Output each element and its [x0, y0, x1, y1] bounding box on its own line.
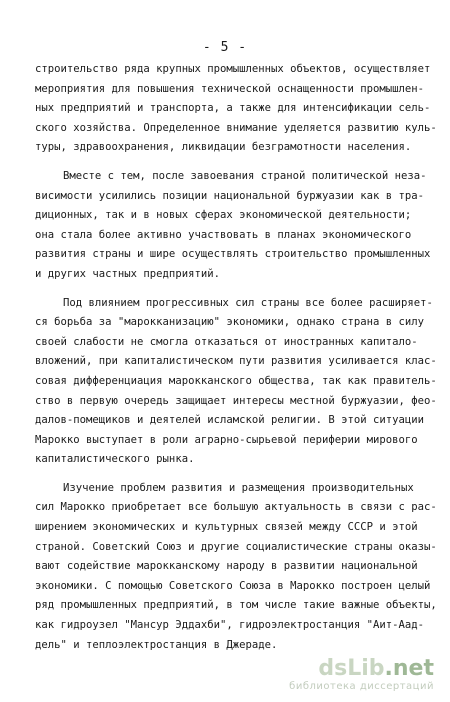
watermark-logo [289, 657, 434, 681]
watermark-logo-suffix: .net [384, 656, 434, 681]
page-number: - 5 - [202, 40, 248, 55]
text-line: страной. Советский Союз и другие социалистические страны оказы- [35, 540, 437, 553]
body-text [35, 60, 437, 655]
text-line: ряд промышленных предприятий, в том числе такие важные объекты, [35, 599, 437, 612]
text-line: ных предприятий и транспорта, а также для интенсификации сель- [35, 102, 431, 115]
text-line: мероприятия для повышения технической оснащенности промышлен- [35, 82, 425, 95]
text-line: она стала более активно участвовать в планах экономического [35, 228, 412, 241]
watermark-logo-main: dsLib [318, 656, 385, 681]
watermark-subtitle: библиотека диссертаций [289, 681, 434, 692]
text-line: далов-помещиков и деятелей исламской религии. В этой ситуации [35, 414, 425, 427]
text-line: своей слабости не смогла отказаться от иностранных капитало- [35, 335, 418, 348]
paragraph [35, 60, 437, 158]
text-line: Под влиянием прогрессивных сил страны все более расширяет- [63, 296, 433, 309]
paragraph [35, 294, 437, 470]
text-line: как гидроузел "Мансур Эддахби", гидроэлектростанция "Аит-Аад- [35, 619, 425, 632]
paragraph [35, 167, 431, 285]
text-line: экономики. С помощью Советского Союза в Марокко построен целый [35, 579, 431, 592]
text-line: совая дифференциация марокканского общества, так как правитель- [35, 374, 437, 387]
text-line: Вместе с тем, после завоевания страной политической неза- [63, 169, 427, 182]
text-line: и других частных предприятий. [35, 267, 220, 280]
paragraph [35, 479, 437, 655]
text-line: капиталистического рынка. [35, 453, 195, 466]
text-line: ширением экономических и культурных связей между СССР и этой [35, 521, 418, 534]
text-line: туры, здравоохранения, ликвидации безграмотности населения. [35, 141, 412, 154]
text-line: дель" и теплоэлектростанция в Джераде. [35, 638, 278, 651]
text-line: сил Марокко приобретает все большую актуальность в связи с рас- [35, 501, 437, 514]
text-line: диционных, так и в новых сферах экономической деятельности; [35, 209, 412, 222]
watermark [289, 657, 434, 692]
text-line: Марокко выступает в роли аграрно-сырьевой периферии мирового [35, 433, 418, 446]
text-line: ся борьба за "марокканизацию" экономики, однако страна в силу [35, 316, 425, 329]
text-line: вложений, при капиталистическом пути развития усиливается клас- [35, 355, 437, 368]
text-line: вают содействие марокканскому народу в развитии национальной [35, 560, 418, 573]
text-line: ского хозяйства. Определенное внимание уделяется развитию куль- [35, 121, 437, 134]
text-line: висимости усилились позиции национальной буржуазии как в тра- [35, 189, 425, 202]
text-line: развития страны и шире осуществлять строительство промышленных [35, 248, 431, 261]
text-line: ство в первую очередь защищает интересы местной буржуазии, фео- [35, 394, 437, 407]
text-line: строительство ряда крупных промышленных объектов, осуществляет [35, 63, 431, 75]
text-line: Изучение проблем развития и размещения производительных [63, 481, 414, 494]
